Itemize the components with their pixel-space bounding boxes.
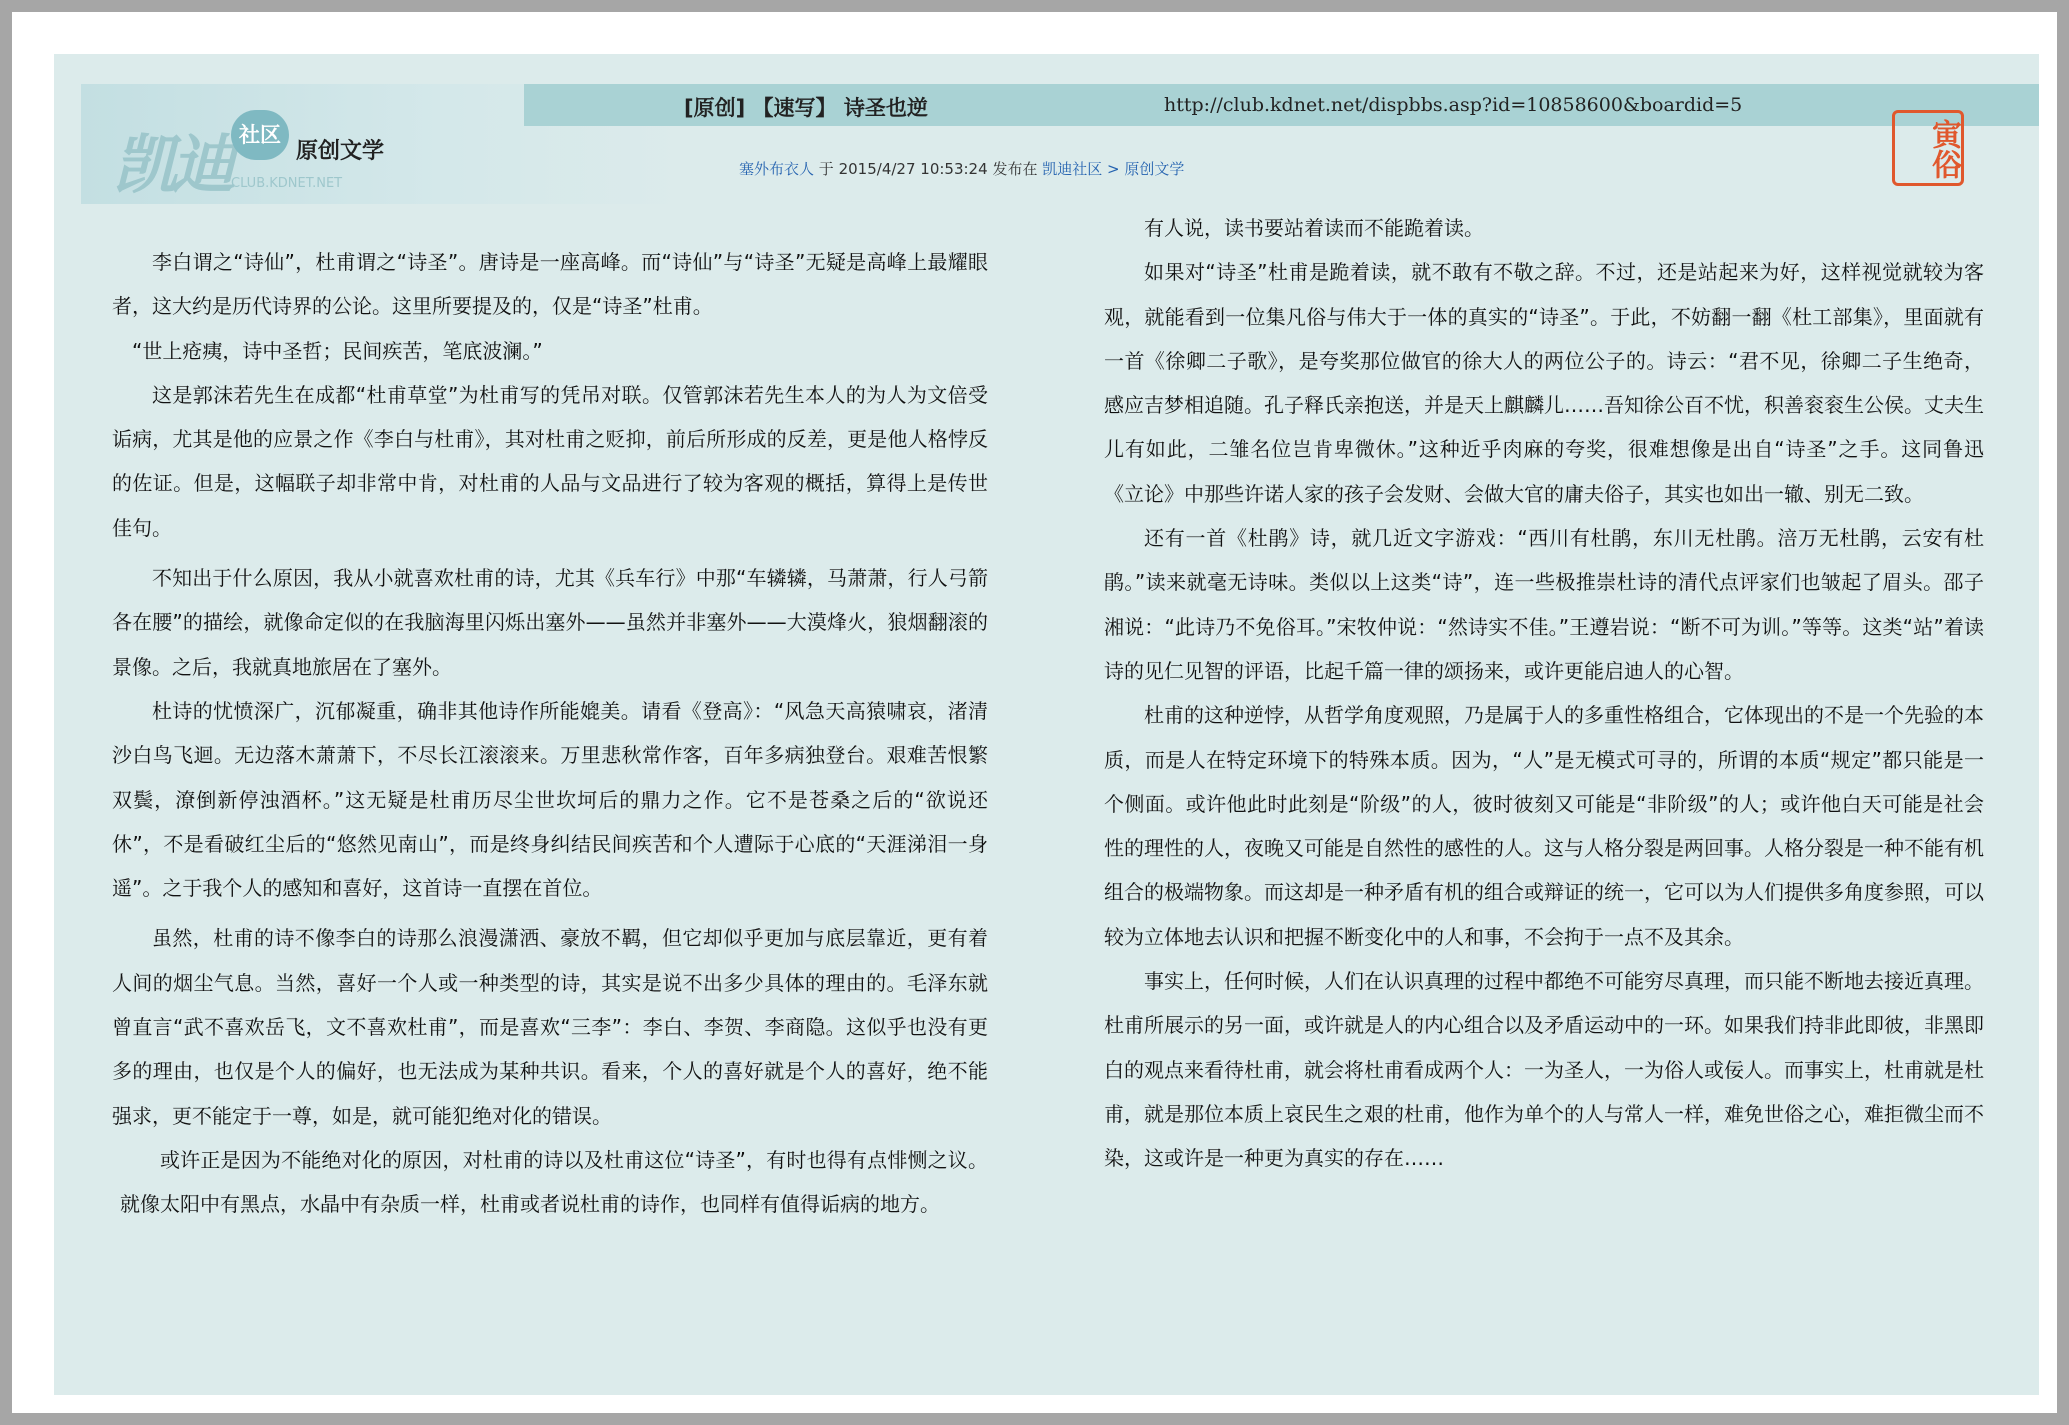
logo-domain: CLUB.KDNET.NET	[231, 176, 343, 191]
breadcrumb-separator: >	[1107, 160, 1120, 178]
document-page	[54, 54, 2039, 1395]
paragraph: 杜诗的忧愤深广，沉郁凝重，确非其他诗作所能媲美。请看《登高》：“风急天高猿啸哀，渚清沙白鸟飞迴。无边落木萧萧下，不尽长江滚滚来。万里悲秋常作客，百年多病独登台。艰难苦恨繁双鬓，潦倒新停浊酒杯。”这无疑是杜甫历尽尘世坎坷后的鼎力之作。它不是苍桑之后的“欲说还休”，不是看破红尘后的“悠然见南山”，而是终身纠结民间疾苦和个人遭际于心底的“天涯涕泪一身遥”。之于我个人的感知和喜好，这首诗一直摆在首位。	[112, 698, 988, 901]
paragraph: 李白谓之“诗仙”，杜甫谓之“诗圣”。唐诗是一座高峰。而“诗仙”与“诗圣”无疑是高峰上最耀眼者，这大约是历代诗界的公论。这里所要提及的，仅是“诗圣”杜甫。	[112, 250, 988, 319]
paragraph: 这是郭沫若先生在成都“杜甫草堂”为杜甫写的凭吊对联。仅管郭沫若先生本人的为人为文倍受诟病，尤其是他的应景之作《李白与杜甫》，其对杜甫之贬抑，前后所形成的反差，更是他人格悖反的佐证。但是，这幅联子却非常中肯，对杜甫的人品与文品进行了较为客观的概括，算得上是传世佳句。	[112, 382, 988, 540]
logo-badge: 社区	[231, 110, 289, 160]
title-bar	[524, 84, 2039, 126]
post-datetime: 2015/4/27 10:53:24	[838, 160, 988, 178]
post-meta	[739, 158, 1184, 179]
article-column-right	[1104, 206, 1984, 1181]
red-seal-stamp: 寅俗	[1892, 110, 1964, 186]
board-link[interactable]: 凯迪社区	[1042, 160, 1103, 178]
meta-posted-in: 发布在	[992, 160, 1038, 178]
paragraph: 如果对“诗圣”杜甫是跪着读，就不敢有不敬之辞。不过，还是站起来为好，这样视觉就较为客观，就能看到一位集凡俗与伟大于一体的真实的“诗圣”。于此，不妨翻一翻《杜工部集》，里面就有一首《徐卿二子歌》，是夸奖那位做官的徐大人的两位公子的。诗云：“君不见，徐卿二子生绝奇，感应吉梦相追随。孔子释氏亲抱送，并是天上麒麟儿……吾知徐公百不忧，积善衮衮生公侯。丈夫生儿有如此，二雏名位岂肯卑微休。”这种近乎肉麻的夸奖，很难想像是出自“诗圣”之手。这同鲁迅《立论》中那些许诺人家的孩子会发财、会做大官的庸夫俗子，其实也如出一辙、别无二致。	[1104, 260, 1984, 506]
article-column-left	[112, 240, 988, 1227]
paragraph: 杜甫的这种逆悖，从哲学角度观照，乃是属于人的多重性格组合，它体现出的不是一个先验的本质，而是人在特定环境下的特殊本质。因为，“人”是无模式可寻的，所谓的本质“规定”都只能是一个侧面。或许他此时此刻是“阶级”的人，彼时彼刻又可能是“非阶级”的人；或许他白天可能是社会性的理性的人，夜晚又可能是自然性的感性的人。这与人格分裂是两回事。人格分裂是一种不能有机组合的极端物象。而这却是一种矛盾有机的组合或辩证的统一，它可以为人们提供多角度参照，可以较为立体地去认识和把握不断变化中的人和事，不会拘于一点不及其余。	[1104, 703, 1984, 949]
paragraph: 事实上，任何时候，人们在认识真理的过程中都绝不可能穷尽真理，而只能不断地去接近真理。杜甫所展示的另一面，或许就是人的内心组合以及矛盾运动中的一环。如果我们持非此即彼，非黑即白的观点来看待杜甫，就会将杜甫看成两个人：一为圣人，一为俗人或佞人。而事实上，杜甫就是杜甫，就是那位本质上哀民生之艰的杜甫，他作为单个的人与常人一样，难免世俗之心，难拒微尘而不染，这或许是一种更为真实的存在……	[1104, 969, 1984, 1171]
paragraph: 不知出于什么原因，我从小就喜欢杜甫的诗，尤其《兵车行》中那“车辚辚，马萧萧，行人弓箭各在腰”的描绘，就像命定似的在我脑海里闪烁出塞外——虽然并非塞外——大漠烽火，狼烟翻滚的景像。之后，我就真地旅居在了塞外。	[112, 566, 988, 679]
post-title: [原创] 【速写】 诗圣也逆	[684, 96, 928, 120]
paragraph: 还有一首《杜鹃》诗，就几近文字游戏：“西川有杜鹃，东川无杜鹃。涪万无杜鹃，云安有杜鹃。”读来就毫无诗味。类似以上这类“诗”，连一些极推崇杜诗的清代点评家们也皱起了眉头。邵子湘说：“此诗乃不免俗耳。”宋牧仲说：“然诗实不佳。”王遵岩说：“断不可为训。”等等。这类“站”着读诗的见仁见智的评语，比起千篇一律的颂扬来，或许更能启迪人的心智。	[1104, 526, 1984, 683]
logo-wordmark: 凯迪	[113, 128, 229, 203]
post-url[interactable]: http://club.kdnet.net/dispbbs.asp?id=10858600&boardid=5	[1164, 94, 1743, 116]
paragraph: 或许正是因为不能绝对化的原因，对杜甫的诗以及杜甫这位“诗圣”，有时也得有点悱恻之议。就像太阳中有黑点，水晶中有杂质一样，杜甫或者说杜甫的诗作，也同样有值得诟病的地方。	[120, 1147, 988, 1217]
author-link[interactable]: 塞外布衣人	[739, 160, 815, 178]
meta-yu: 于	[818, 160, 834, 178]
paragraph: 有人说，读书要站着读而不能跪着读。	[1144, 216, 1484, 240]
subboard-link[interactable]: 原创文学	[1124, 160, 1185, 178]
paragraph: 虽然，杜甫的诗不像李白的诗那么浪漫潇洒、豪放不羁，但它却似乎更加与底层靠近，更有着人间的烟尘气息。当然，喜好一个人或一种类型的诗，其实是说不出多少具体的理由的。毛泽东就曾直言“武不喜欢岳飞，文不喜欢杜甫”，而是喜欢“三李”：李白、李贺、李商隐。这似乎也没有更多的理由，也仅是个人的偏好，也无法成为某种共识。看来，个人的喜好就是个人的喜好，绝不能强求，更不能定于一尊，如是，就可能犯绝对化的错误。	[112, 926, 988, 1128]
paragraph: “世上疮痍，诗中圣哲；民间疾苦，笔底波澜。”	[132, 338, 543, 363]
board-name: 原创文学	[296, 139, 385, 164]
outer-frame	[12, 12, 2057, 1413]
